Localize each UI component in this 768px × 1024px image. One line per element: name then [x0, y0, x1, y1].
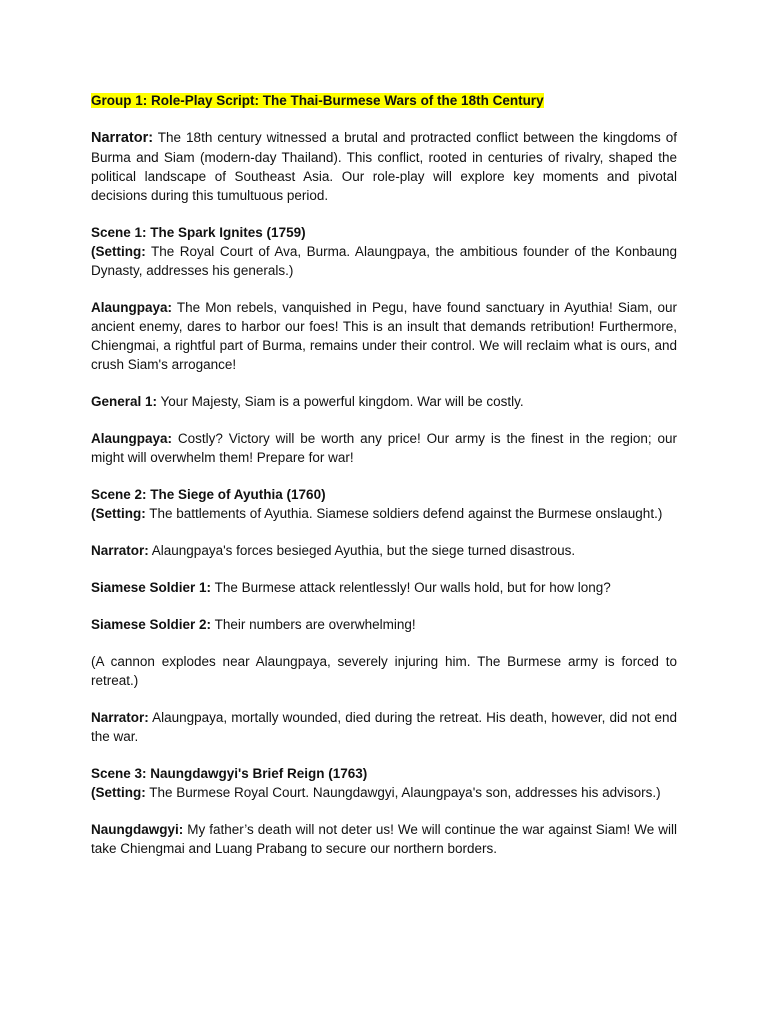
dialogue-line	[91, 615, 677, 634]
narrator-intro	[91, 128, 677, 205]
setting-label: (Setting:	[91, 244, 146, 259]
document-title: Group 1: Role-Play Script: The Thai-Burmese Wars of the 18th Century	[91, 93, 544, 108]
setting-text: The battlements of Ayuthia. Siamese soldiers defend against the Burmese onslaught.)	[145, 506, 663, 521]
dialogue-text: Their numbers are overwhelming!	[211, 617, 416, 632]
speaker-label: General 1:	[91, 394, 158, 409]
dialogue-text: Costly? Victory will be worth any price! Our army is the finest in the region; our might will overwhelm them! Prepare for war!	[91, 431, 677, 465]
speaker-label: Narrator:	[91, 710, 149, 725]
setting-label: (Setting:	[91, 506, 146, 521]
scene-2-setting	[91, 504, 677, 523]
dialogue-line	[91, 298, 677, 374]
setting-text: The Royal Court of Ava, Burma. Alaungpaya, the ambitious founder of the Konbaung Dynasty, addresses his generals.)	[91, 244, 677, 278]
setting-text: The Burmese Royal Court. Naungdawgyi, Alaungpaya's son, addresses his advisors.)	[145, 785, 661, 800]
dialogue-text: Alaungpaya's forces besieged Ayuthia, but the siege turned disastrous.	[148, 543, 576, 558]
scene-3-setting	[91, 783, 677, 802]
dialogue-text: Your Majesty, Siam is a powerful kingdom. War will be costly.	[157, 394, 524, 409]
speaker-label: Naungdawgyi:	[91, 822, 184, 837]
speaker-label: Siamese Soldier 1:	[91, 580, 212, 595]
scene-1-heading: Scene 1: The Spark Ignites (1759)	[91, 225, 306, 240]
dialogue-text: The 18th century witnessed a brutal and protracted conflict between the kingdoms of Burma and Siam (modern-day Thailand). This conflict, rooted in centuries of rivalry, shaped the political landscape of Southeast Asia. Our role-play will explore key moments and pivotal decisions during this tumultuous period.	[91, 130, 677, 203]
scene-2-heading: Scene 2: The Siege of Ayuthia (1760)	[91, 487, 326, 502]
scene-3-heading: Scene 3: Naungdawgyi's Brief Reign (1763)	[91, 766, 368, 781]
stage-direction: (A cannon explodes near Alaungpaya, severely injuring him. The Burmese army is forced to retreat.)	[91, 654, 677, 688]
speaker-label: Narrator:	[91, 130, 154, 146]
dialogue-text: My father’s death will not deter us! We will continue the war against Siam! We will take Chiengmai and Luang Prabang to secure our northern borders.	[91, 822, 677, 856]
dialogue-text: The Mon rebels, vanquished in Pegu, have found sanctuary in Ayuthia! Siam, our ancient enemy, dares to harbor our foes! This is an insult that demands retribution! Furthermore, Chiengmai, a rightful part of Burma, remains under their control. We will reclaim what is ours, and crush Siam's arrogance!	[91, 300, 677, 372]
speaker-label: Alaungpaya:	[91, 300, 173, 315]
dialogue-line	[91, 392, 677, 411]
dialogue-line	[91, 578, 677, 597]
dialogue-line	[91, 820, 677, 858]
speaker-label: Alaungpaya:	[91, 431, 173, 446]
document-page	[91, 91, 677, 876]
title-line	[91, 91, 677, 110]
speaker-label: Siamese Soldier 2:	[91, 617, 212, 632]
dialogue-text: Alaungpaya, mortally wounded, died during the retreat. His death, however, did not end the war.	[91, 710, 677, 744]
dialogue-line	[91, 429, 677, 467]
speaker-label: Narrator:	[91, 543, 149, 558]
scene-1-setting	[91, 242, 677, 280]
dialogue-line	[91, 541, 677, 560]
setting-label: (Setting:	[91, 785, 146, 800]
dialogue-line	[91, 708, 677, 746]
dialogue-text: The Burmese attack relentlessly! Our walls hold, but for how long?	[211, 580, 611, 595]
